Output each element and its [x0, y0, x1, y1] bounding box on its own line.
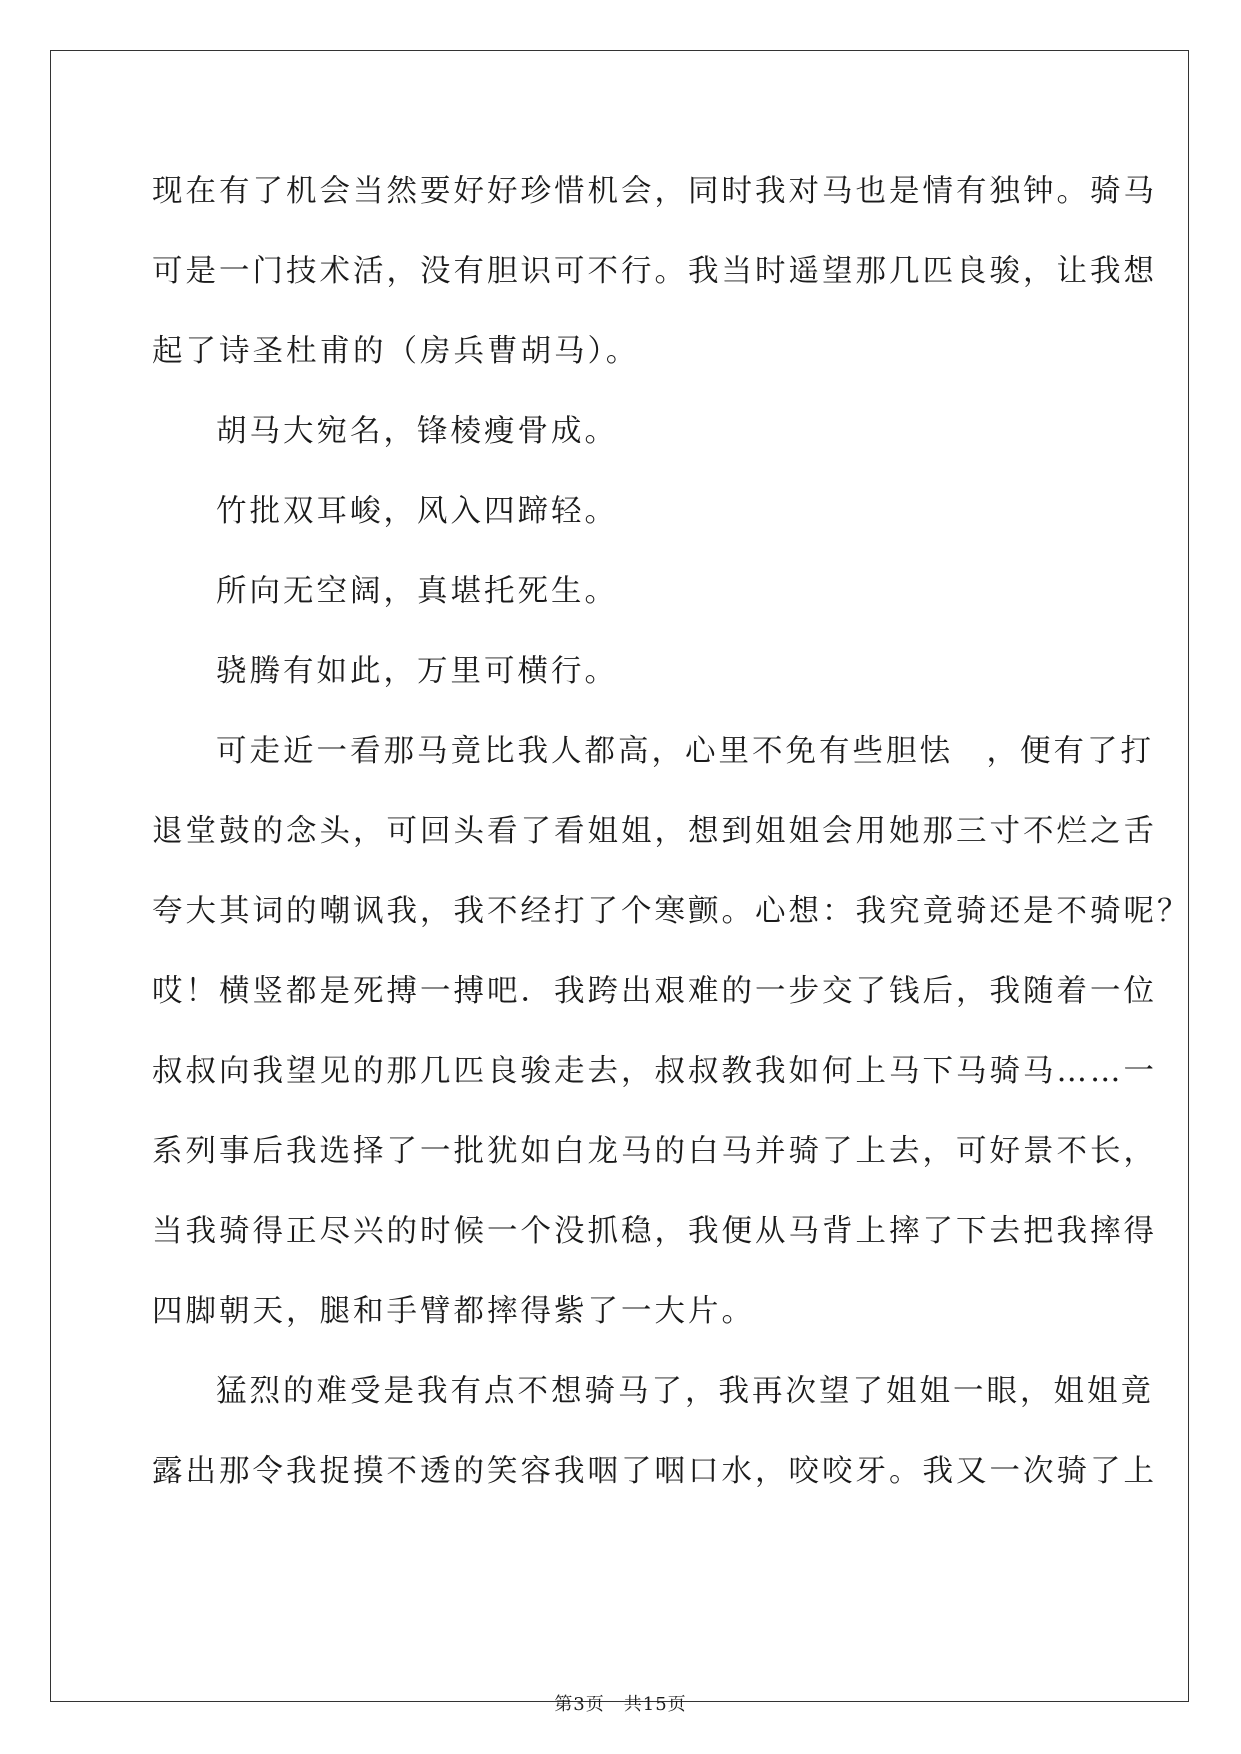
text-line: 夸大其词的嘲讽我，我不经打了个寒颤。心想：我究竟骑还是不骑呢？: [152, 894, 1191, 929]
poem-line: 骁腾有如此，万里可横行。: [216, 654, 618, 689]
poem-line: 所向无空阔，真堪托死生。: [216, 574, 618, 609]
text-line: 哎！横竖都是死搏一搏吧．我跨出艰难的一步交了钱后，我随着一位: [152, 974, 1157, 1009]
page-number-footer: 第3页 共15页: [554, 1694, 687, 1715]
poem-line: 胡马大宛名，锋棱瘦骨成。: [216, 414, 618, 449]
poem-line: 竹批双耳峻，风入四蹄轻。: [216, 494, 618, 529]
text-line: 当我骑得正尽兴的时候一个没抓稳，我便从马背上摔了下去把我摔得: [152, 1214, 1157, 1249]
paragraph-start-line: 猛烈的难受是我有点不想骑马了，我再次望了姐姐一眼，姐姐竟: [216, 1374, 1154, 1409]
document-body: [152, 168, 1191, 1528]
text-line: 可是一门技术活，没有胆识可不行。我当时遥望那几匹良骏，让我想: [152, 254, 1157, 289]
text-line: 现在有了机会当然要好好珍惜机会，同时我对马也是情有独钟。骑马: [152, 174, 1157, 209]
text-line: 系列事后我选择了一批犹如白龙马的白马并骑了上去，可好景不长，: [152, 1134, 1157, 1169]
text-line: 四脚朝天，腿和手臂都摔得紫了一大片。: [152, 1294, 755, 1329]
text-line: 露出那令我捉摸不透的笑容我咽了咽口水，咬咬牙。我又一次骑了上: [152, 1454, 1157, 1489]
text-line: 退堂鼓的念头，可回头看了看姐姐，想到姐姐会用她那三寸不烂之舌: [152, 814, 1157, 849]
paragraph-start-line: 可走近一看那马竟比我人都高，心里不免有些胆怯 ，便有了打: [216, 734, 1154, 769]
text-line: 起了诗圣杜甫的（房兵曹胡马）。: [152, 334, 640, 369]
text-line: 叔叔向我望见的那几匹良骏走去，叔叔教我如何上马下马骑马……一: [152, 1054, 1157, 1089]
